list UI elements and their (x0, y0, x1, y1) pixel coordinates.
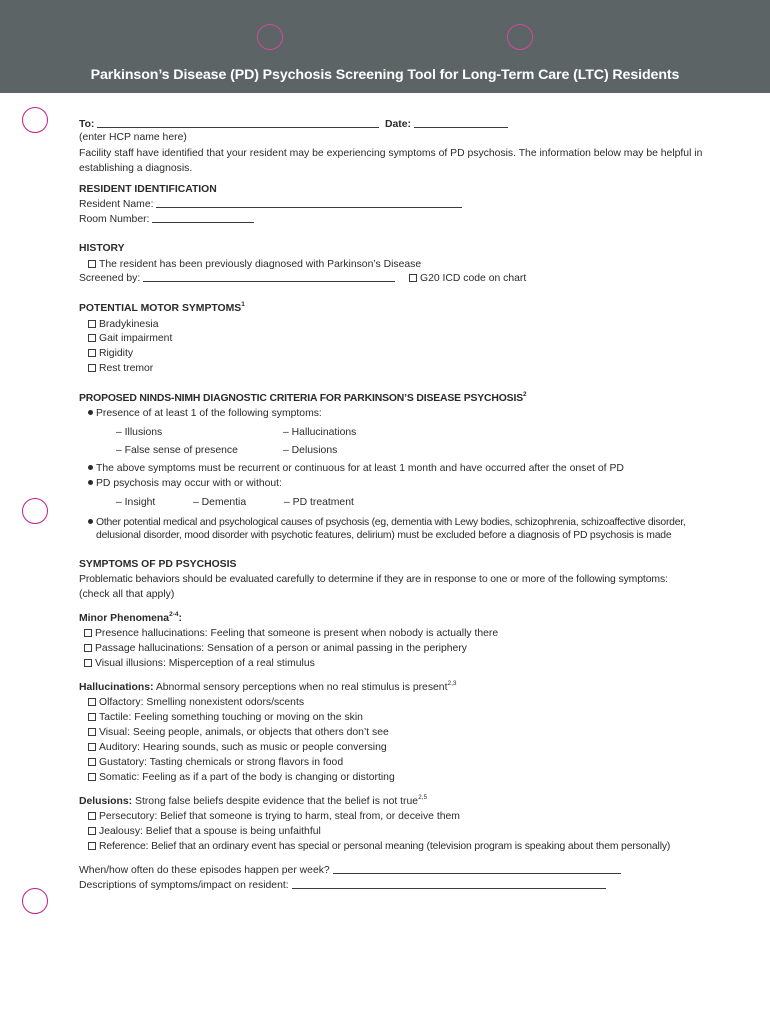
delusions-ref: 2,5 (418, 794, 428, 801)
motor-item (88, 361, 153, 376)
room-number-row (79, 212, 254, 227)
motor-label: Rest tremor (99, 363, 154, 374)
decorative-circle-icon (22, 498, 48, 524)
minor-item-label: Visual illusions: Misperception of a real stimulus (95, 658, 315, 669)
date-row (385, 117, 508, 132)
motor-checkbox[interactable] (88, 349, 96, 357)
description-row (79, 878, 606, 893)
motor-item (88, 346, 133, 361)
frequency-input[interactable] (333, 863, 621, 874)
room-number-label: Room Number: (79, 214, 150, 225)
decorative-circle-icon (507, 24, 533, 50)
criteria-heading-text: PROPOSED NINDS-NIMH DIAGNOSTIC CRITERIA FOR PARKINSON’S DISEASE PSYCHOSIS (79, 393, 523, 404)
criteria-bullet (88, 461, 624, 476)
without-option: – Insight (116, 497, 156, 508)
minor-item (84, 641, 467, 656)
icd-label: G20 ICD code on chart (420, 273, 527, 284)
diagnosed-label: The resident has been previously diagnosed with Parkinson’s Disease (99, 259, 422, 270)
symptom-option: – Hallucinations (283, 427, 357, 438)
criteria-heading (79, 391, 526, 406)
delusion-checkbox[interactable] (88, 812, 96, 820)
delusion-checkbox[interactable] (88, 827, 96, 835)
symptoms-intro-note: (check all that apply) (79, 589, 175, 600)
delusion-label: Jealousy: Belief that a spouse is being unfaithful (99, 826, 321, 837)
motor-ref: 1 (241, 301, 245, 308)
motor-label: Bradykinesia (99, 319, 159, 330)
criteria-ref: 2 (522, 391, 527, 398)
resident-name-input[interactable] (156, 197, 462, 208)
symptoms-heading: SYMPTOMS OF PD PSYCHOSIS (79, 559, 237, 570)
hallucination-checkbox[interactable] (88, 743, 96, 751)
motor-checkbox[interactable] (88, 334, 96, 342)
bullet-icon (88, 480, 93, 485)
minor-item-label: Presence hallucinations: Feeling that someone is present when nobody is actually there (95, 628, 499, 639)
icd-checkbox[interactable] (409, 274, 417, 282)
delusion-label: Persecutory: Belief that someone is trying to harm, steal from, or deceive them (99, 811, 460, 822)
minor-item (84, 656, 315, 671)
symptom-option: – False sense of presence (116, 445, 238, 456)
motor-checkbox[interactable] (88, 320, 96, 328)
decorative-circle-icon (22, 888, 48, 914)
hallucination-item (88, 770, 395, 785)
criteria-bullet-text: Presence of at least 1 of the following symptoms: (96, 408, 322, 419)
hallucination-label: Somatic: Feeling as if a part of the body is changing or distorting (99, 772, 395, 783)
intro-text: Facility staff have identified that your resident may be experiencing symptoms of PD psychosis. The information below may be helpful in establishing a diagnosis. (79, 148, 703, 174)
diagnosed-checkbox[interactable] (88, 260, 96, 268)
bullet-icon (88, 519, 93, 524)
decorative-circle-icon (22, 107, 48, 133)
hallucinations-heading (79, 680, 457, 695)
hallucination-checkbox[interactable] (88, 728, 96, 736)
without-option: – PD treatment (284, 497, 354, 508)
motor-item (88, 317, 159, 332)
criteria-bullet-text: PD psychosis may occur with or without: (96, 478, 282, 489)
resident-name-label: Resident Name: (79, 199, 154, 210)
minor-ref: 2-4 (169, 611, 179, 618)
motor-label: Gait impairment (99, 333, 173, 344)
motor-heading-text: POTENTIAL MOTOR SYMPTOMS (79, 303, 242, 314)
hcp-hint: (enter HCP name here) (79, 132, 187, 143)
frequency-label: When/how often do these episodes happen per week? (79, 865, 330, 876)
symptom-option: – Illusions (116, 427, 163, 438)
symptom-option: – Delusions (283, 445, 338, 456)
bullet-icon (88, 465, 93, 470)
hallucinations-desc: Abnormal sensory perceptions when no real stimulus is present (155, 682, 448, 693)
minor-suffix: : (178, 613, 182, 624)
icd-row (409, 271, 526, 286)
diagnosed-row (88, 257, 421, 272)
motor-heading (79, 301, 245, 316)
resident-heading: RESIDENT IDENTIFICATION (79, 184, 217, 195)
screened-by-row (79, 271, 395, 286)
criteria-bullet (88, 476, 282, 491)
motor-item (88, 331, 172, 346)
bullet-icon (88, 410, 93, 415)
to-label: To: (79, 119, 95, 130)
delusion-item (88, 824, 321, 839)
hallucination-item (88, 755, 343, 770)
delusion-checkbox[interactable] (88, 842, 96, 850)
motor-label: Rigidity (99, 348, 134, 359)
date-label: Date: (385, 119, 411, 130)
description-input[interactable] (292, 878, 606, 889)
delusions-label: Delusions: (79, 796, 133, 807)
delusions-desc: Strong false beliefs despite evidence that the belief is not true (135, 796, 419, 807)
hallucination-label: Auditory: Hearing sounds, such as music or people conversing (99, 742, 387, 753)
hallucination-checkbox[interactable] (88, 773, 96, 781)
minor-item-label: Passage hallucinations: Sensation of a person or animal passing in the periphery (95, 643, 467, 654)
page-title: Parkinson’s Disease (PD) Psychosis Screening Tool for Long-Term Care (LTC) Residents (90, 67, 680, 83)
minor-checkbox[interactable] (84, 644, 92, 652)
symptoms-intro: Problematic behaviors should be evaluated carefully to determine if they are in response to one or more of the following symptoms: (79, 574, 668, 585)
hallucinations-label: Hallucinations: (79, 682, 154, 693)
hallucination-label: Visual: Seeing people, animals, or objects that others don’t see (99, 727, 389, 738)
minor-checkbox[interactable] (84, 659, 92, 667)
hallucination-checkbox[interactable] (88, 713, 96, 721)
room-number-input[interactable] (152, 212, 254, 223)
date-input[interactable] (414, 117, 508, 128)
hallucination-item (88, 740, 387, 755)
delusion-item (88, 839, 670, 854)
delusion-item (88, 809, 460, 824)
delusions-heading (79, 794, 427, 809)
minor-item (84, 626, 498, 641)
hallucination-label: Olfactory: Smelling nonexistent odors/scents (99, 697, 305, 708)
hallucination-label: Tactile: Feeling something touching or moving on the skin (99, 712, 363, 723)
hallucination-checkbox[interactable] (88, 698, 96, 706)
to-input[interactable] (97, 117, 379, 128)
criteria-bullet-continuation: delusional disorder, mood disorder with psychotic features, delirium) must be excluded before a diagnosis of PD psychosis is made (96, 530, 672, 541)
screened-by-label: Screened by: (79, 273, 141, 284)
hallucination-item (88, 725, 389, 740)
hallucination-item (88, 710, 363, 725)
history-heading: HISTORY (79, 243, 125, 254)
delusion-label: Reference: Belief that an ordinary event has special or personal meaning (television program is speaking about them personally) (99, 841, 671, 852)
decorative-circle-icon (257, 24, 283, 50)
minor-checkbox[interactable] (84, 629, 92, 637)
criteria-bullet-text: Other potential medical and psychological causes of psychosis (eg, dementia with Lewy bodies, schizophrenia, schizoaffective disorder, (96, 517, 686, 528)
criteria-bullet (88, 406, 322, 421)
criteria-bullet-text: The above symptoms must be recurrent or continuous for at least 1 month and have occurred after the onset of PD (96, 463, 624, 474)
screened-by-input[interactable] (143, 271, 395, 282)
hallucination-item (88, 695, 304, 710)
without-option: – Dementia (193, 497, 247, 508)
header-bar (0, 0, 770, 93)
hallucination-label: Gustatory: Tasting chemicals or strong flavors in food (99, 757, 344, 768)
hallucination-checkbox[interactable] (88, 758, 96, 766)
motor-checkbox[interactable] (88, 364, 96, 372)
minor-label: Minor Phenomena (79, 613, 170, 624)
hallucinations-ref: 2,3 (447, 680, 457, 687)
description-label: Descriptions of symptoms/impact on resident: (79, 880, 289, 891)
frequency-row (79, 863, 621, 878)
minor-phenomena-heading (79, 611, 182, 626)
resident-name-row (79, 197, 462, 212)
